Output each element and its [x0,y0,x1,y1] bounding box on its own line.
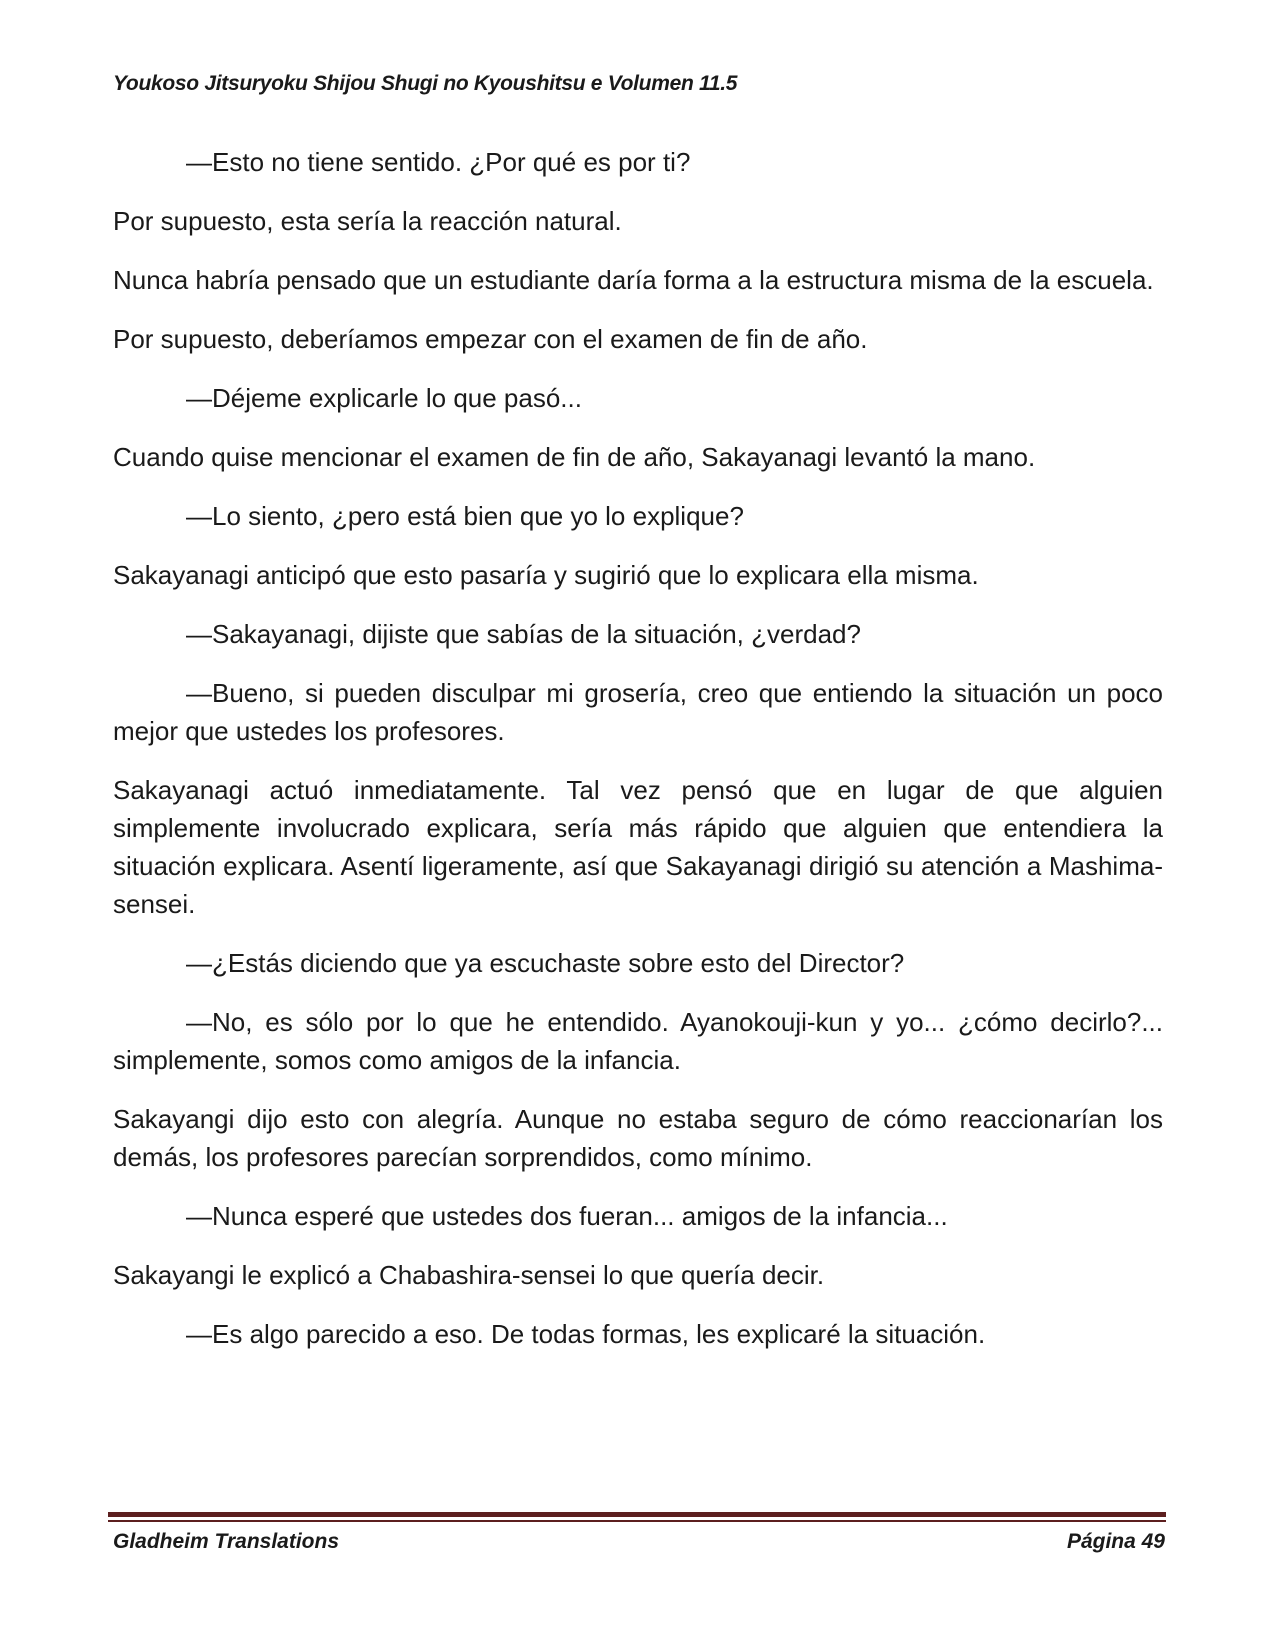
paragraph-narration: Sakayangi dijo esto con alegría. Aunque no estaba seguro de cómo reaccionarían los demás, los profesores parecían sorprendidos, como mínimo. [113,1104,1163,1172]
paragraph-dialogue: —Bueno, si pueden disculpar mi grosería, creo que entiendo la situación un poco mejor que ustedes los profesores. [113,678,1163,746]
paragraph-dialogue: —Déjeme explicarle lo que pasó... [186,383,582,413]
page-header-title: Youkoso Jitsuryoku Shijou Shugi no Kyoushitsu e Volumen 11.5 [113,72,738,95]
paragraph-narration: Nunca habría pensado que un estudiante daría forma a la estructura misma de la escuela. [113,265,1154,295]
paragraph-narration: Por supuesto, esta sería la reacción natural. [113,206,622,236]
paragraph-narration: Sakayanagi actuó inmediatamente. Tal vez pensó que en lugar de que alguien simplemente involucrado explicara, sería más rápido que alguien que entendiera la situación explicara. Asentí ligeramente, así que Sakayanagi dirigió su atención a Mashima-sensei. [113,775,1163,919]
footer-rule-thick [108,1512,1166,1517]
paragraph-narration: Cuando quise mencionar el examen de fin de año, Sakayanagi levantó la mano. [113,442,1036,472]
paragraph-dialogue: —Lo siento, ¿pero está bien que yo lo explique? [186,501,744,531]
paragraph-dialogue: —Nunca esperé que ustedes dos fueran... amigos de la infancia... [186,1201,948,1231]
paragraph-narration: Por supuesto, deberíamos empezar con el examen de fin de año. [113,324,868,354]
paragraph-narration: Sakayangi le explicó a Chabashira-sensei lo que quería decir. [113,1260,825,1290]
footer-rule-thin [108,1520,1166,1522]
paragraph-dialogue: —Sakayanagi, dijiste que sabías de la situación, ¿verdad? [186,619,861,649]
paragraph-dialogue: —No, es sólo por lo que he entendido. Ayanokouji-kun y yo... ¿cómo decirlo?... simplemente, somos como amigos de la infancia. [113,1007,1163,1075]
paragraph-narration: Sakayanagi anticipó que esto pasaría y sugirió que lo explicara ella misma. [113,560,979,590]
footer-publisher: Gladheim Translations [113,1530,340,1553]
footer-page-number: Página 49 [1066,1530,1165,1553]
page-body [113,143,1163,1374]
paragraph-dialogue: —Es algo parecido a eso. De todas formas, les explicaré la situación. [186,1319,986,1349]
paragraph-dialogue: —¿Estás diciendo que ya escuchaste sobre esto del Director? [186,948,905,978]
paragraph-dialogue: —Esto no tiene sentido. ¿Por qué es por ti? [186,147,691,177]
